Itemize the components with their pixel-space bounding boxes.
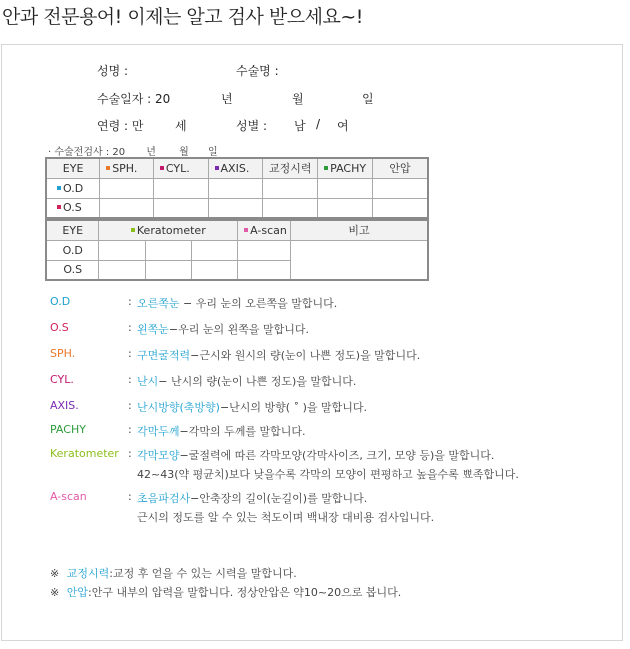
note-mark: ※ [50,586,60,599]
term-label: AXIS. [50,399,79,412]
refraction-table [45,157,429,219]
table-row [46,198,428,218]
header-eye-2: EYE [46,220,99,240]
header-axis: AXIS. [208,158,263,178]
surgery-date-label: 수술일자 : 20 [97,92,171,106]
header-iop: 안압 [373,158,428,178]
term-description: 오른쪽눈 − 우리 눈의 오른쪽을 말합니다. [137,297,338,310]
os-marker-icon [57,205,61,209]
note-mark: ※ [50,567,60,580]
term-label: O.S [50,321,69,334]
term-description-line2: 42~43(약 평균치)보다 낮을수록 각막의 모양이 편평하고 높을수록 뾰족합니다. [137,468,519,481]
sex-female: 여 [337,119,349,133]
header-pachy: PACHY [318,158,373,178]
term-description: 난시방향(축방향)−난시의 방향( ˚ )을 말합니다. [137,401,368,414]
table-row [46,178,428,198]
row-label-os-2: O.S [46,260,99,280]
axis-marker-icon [215,166,219,170]
od-kerato-cell-1[interactable] [99,240,145,260]
term-description: 구면굴적력−근시와 원시의 량(눈이 나쁜 정도)을 말합니다. [137,349,421,362]
od-ascan-cell[interactable] [238,240,291,260]
term-label: SPH. [50,347,76,360]
os-sph-cell[interactable] [100,198,154,218]
os-axis-cell[interactable] [208,198,263,218]
content-panel [1,44,623,641]
table-row [46,240,428,260]
row-label-os: O.S [46,198,100,218]
header-ascan: A-scan [238,220,291,240]
note-corrected-vision [50,565,297,581]
row-label-od-2: O.D [46,240,99,260]
header-cyl: CYL. [153,158,208,178]
surgery-month-label: 월 [292,92,304,106]
keratometer-header-row [46,220,428,240]
sph-marker-icon [106,166,110,170]
term-label: CYL. [50,373,74,386]
pre-exam-label: · 수술전검사 : 20 [48,147,126,158]
page-title: 안과 전문용어! 이제는 알고 검사 받으세요~! [2,6,363,28]
header-remarks: 비고 [290,220,428,240]
os-cyl-cell[interactable] [153,198,208,218]
term-description: 각막두께−각막의 두께를 말합니다. [137,425,306,438]
term-label: Keratometer [50,447,119,460]
term-label: A-scan [50,490,87,503]
keratometer-table [45,219,429,281]
od-pachy-cell[interactable] [318,178,373,198]
note-highlight: 교정시력 [66,567,110,580]
age-unit: 세 [175,119,187,133]
remarks-cell[interactable] [290,240,428,280]
pre-exam-line [48,143,218,158]
term-description-line2: 근시의 정도를 알 수 있는 척도이며 백내장 대비용 검사입니다. [137,511,435,524]
cyl-marker-icon [160,166,164,170]
od-axis-cell[interactable] [208,178,263,198]
name-label: 성명 : [97,64,129,78]
os-ascan-cell[interactable] [238,260,291,280]
os-iop-cell[interactable] [373,198,428,218]
age-label: 연령 : 만 [97,119,144,133]
note-iop [50,584,401,600]
term-description: 각막모양−굴절력에 따른 각막모양(각막사이즈, 크기, 모양 등)을 말합니다. [137,449,495,462]
os-pachy-cell[interactable] [318,198,373,218]
pre-exam-month: 월 [179,147,189,158]
ascan-marker-icon [244,228,248,232]
note-highlight: 안압 [66,586,88,599]
od-sph-cell[interactable] [100,178,154,198]
surgery-day-label: 일 [362,92,374,106]
os-kerato-cell-2[interactable] [145,260,191,280]
sex-separator: / [316,117,321,131]
header-sph: SPH. [100,158,154,178]
os-corrected-vision-cell[interactable] [263,198,318,218]
os-kerato-cell-3[interactable] [191,260,237,280]
note-text: :안구 내부의 압력을 말합니다. 정상안압은 약10~20으로 봅니다. [87,586,402,599]
header-keratometer: Keratometer [99,220,238,240]
od-iop-cell[interactable] [373,178,428,198]
surgery-year-label: 년 [221,92,233,106]
kerato-marker-icon [131,228,135,232]
note-text: :교정 후 얻을 수 있는 시력을 말합니다. [109,567,297,580]
pachy-marker-icon [324,166,328,170]
od-marker-icon [57,186,61,190]
od-cyl-cell[interactable] [153,178,208,198]
os-kerato-cell-1[interactable] [99,260,145,280]
term-description: 난시− 난시의 량(눈이 나쁜 정도)을 말합니다. [137,375,357,388]
term-label: PACHY [50,423,86,436]
row-label-od: O.D [46,178,100,198]
sex-label: 성별 : [236,119,268,133]
od-kerato-cell-2[interactable] [145,240,191,260]
od-kerato-cell-3[interactable] [191,240,237,260]
od-corrected-vision-cell[interactable] [263,178,318,198]
header-corrected-vision: 교정시력 [263,158,318,178]
surgery-name-label: 수술명 : [236,64,279,78]
term-description: 왼쪽눈−우리 눈의 왼쪽을 말합니다. [137,323,309,336]
sex-male: 남 [294,119,306,133]
refraction-header-row [46,158,428,178]
pre-exam-day: 일 [208,147,218,158]
header-eye: EYE [46,158,100,178]
term-description: 초음파검사−안축장의 길이(눈길이)를 말합니다. [137,492,368,505]
pre-exam-year: 년 [146,147,156,158]
term-label: O.D [50,295,71,308]
